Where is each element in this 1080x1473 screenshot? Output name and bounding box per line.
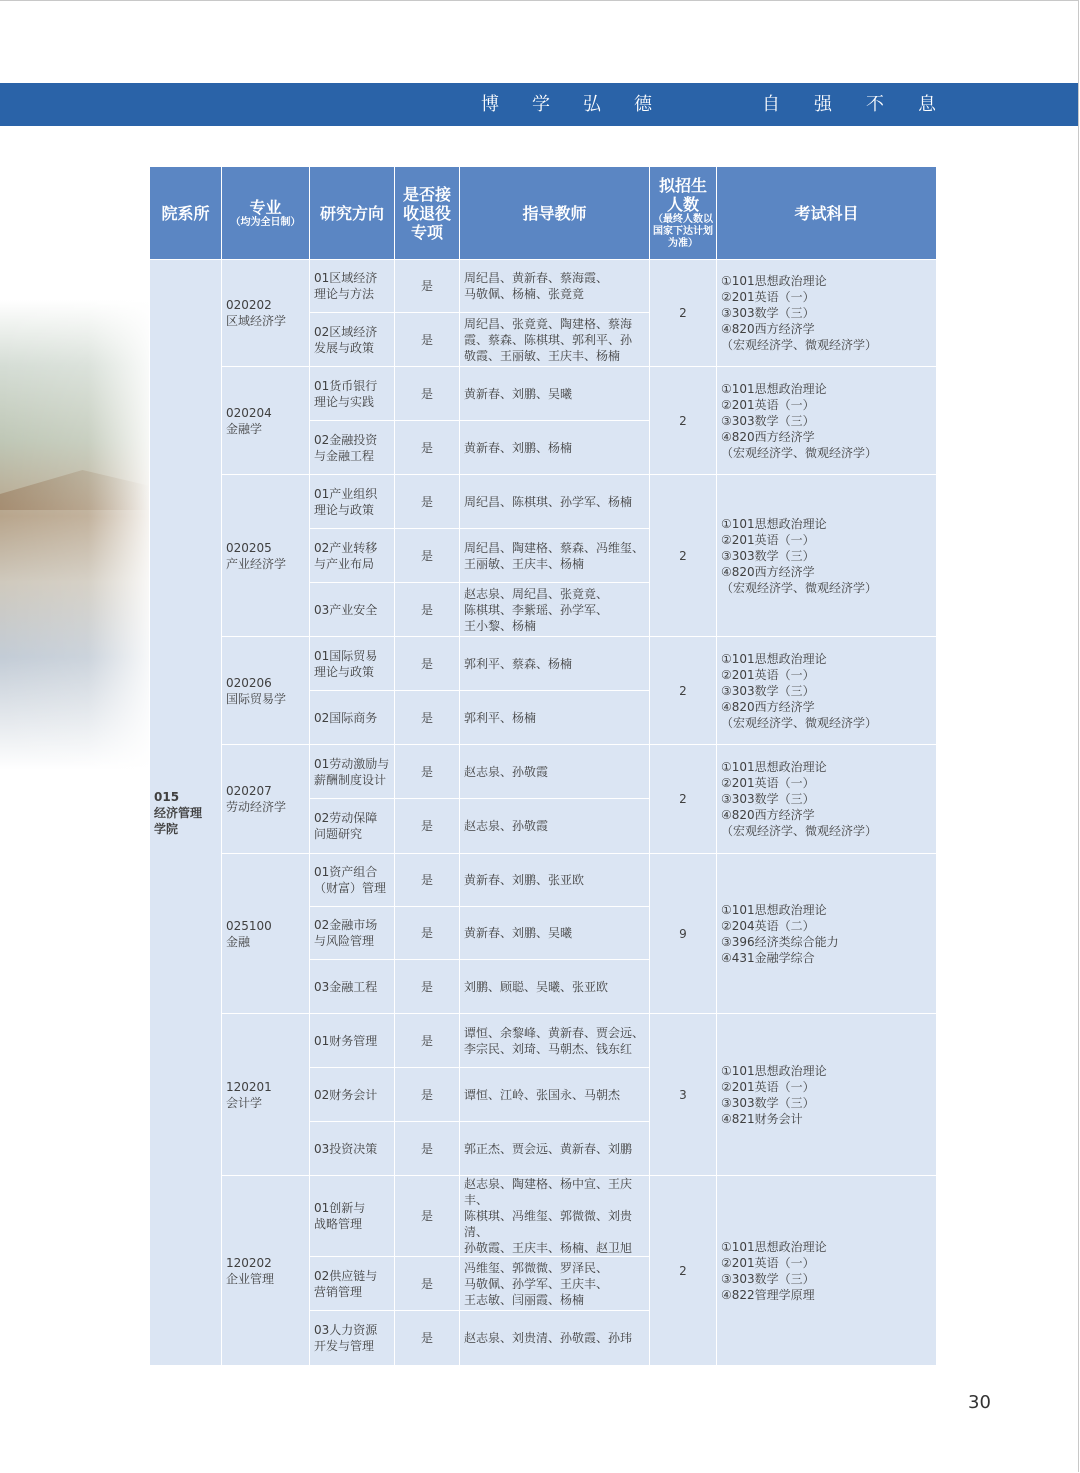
accept-cell: 是 — [395, 313, 460, 367]
accept-cell: 是 — [395, 799, 460, 854]
direction-cell: 01产业组织 理论与政策 — [310, 475, 395, 529]
accept-cell: 是 — [395, 745, 460, 799]
major-code: 020205 — [226, 540, 272, 555]
major-cell — [222, 637, 310, 745]
table-row — [150, 745, 937, 799]
accept-cell: 是 — [395, 529, 460, 583]
header-teachers: 指导教师 — [460, 167, 650, 260]
direction-cell: 02产业转移 与产业布局 — [310, 529, 395, 583]
major-name: 企业管理 — [226, 1271, 275, 1286]
major-cell — [222, 745, 310, 854]
header-exam: 考试科目 — [717, 167, 937, 260]
quota-cell: 2 — [650, 367, 717, 475]
quota-cell: 2 — [650, 260, 717, 367]
direction-cell: 01创新与 战略管理 — [310, 1176, 395, 1257]
direction-cell: 01国际贸易 理论与政策 — [310, 637, 395, 691]
direction-cell: 02财务会计 — [310, 1068, 395, 1122]
accept-cell: 是 — [395, 960, 460, 1014]
quota-cell: 2 — [650, 637, 717, 745]
direction-cell: 02劳动保障 问题研究 — [310, 799, 395, 854]
table-body — [150, 260, 937, 1366]
exam-cell: ①101思想政治理论 ②204英语（二） ③396经济类综合能力 ④431金融学综合 — [717, 854, 937, 1014]
accept-cell: 是 — [395, 1176, 460, 1257]
header-direction: 研究方向 — [310, 167, 395, 260]
header-quota: 拟招生人数 （最终人数以国家下达计划为准） — [650, 167, 717, 260]
direction-cell: 03金融工程 — [310, 960, 395, 1014]
teachers-cell: 黄新春、刘鹏、吴曦 — [460, 367, 650, 421]
teachers-cell: 周纪昌、陈棋琪、孙学军、杨楠 — [460, 475, 650, 529]
motto-left: 博学弘德 — [481, 94, 685, 115]
teachers-cell: 周纪昌、陶建格、蔡森、冯维玺、 王丽敏、王庆丰、杨楠 — [460, 529, 650, 583]
major-cell — [222, 854, 310, 1014]
accept-cell: 是 — [395, 854, 460, 907]
teachers-cell: 冯维玺、郭微微、罗泽民、 马敬佩、孙学军、王庆丰、 王志敏、闫丽霞、杨楠 — [460, 1257, 650, 1311]
teachers-cell: 周纪昌、黄新春、蔡海霞、 马敬佩、杨楠、张竟竟 — [460, 260, 650, 313]
direction-cell: 03投资决策 — [310, 1122, 395, 1176]
teachers-cell: 赵志泉、周纪昌、张竟竟、 陈棋琪、李紫瑶、孙学军、 王小黎、杨楠 — [460, 583, 650, 637]
direction-cell: 02供应链与 营销管理 — [310, 1257, 395, 1311]
major-code: 020204 — [226, 405, 272, 420]
exam-cell: ①101思想政治理论 ②201英语（一） ③303数学（三） ④820西方经济学 （宏观经济学、微观经济学） — [717, 475, 937, 637]
exam-cell: ①101思想政治理论 ②201英语（一） ③303数学（三） ④820西方经济学 （宏观经济学、微观经济学） — [717, 637, 937, 745]
header-retired-soldiers: 是否接收退役专项 — [395, 167, 460, 260]
accept-cell: 是 — [395, 367, 460, 421]
quota-cell: 2 — [650, 1176, 717, 1366]
exam-cell: ①101思想政治理论 ②201英语（一） ③303数学（三） ④820西方经济学 （宏观经济学、微观经济学） — [717, 367, 937, 475]
direction-cell: 02金融市场 与风险管理 — [310, 907, 395, 960]
major-cell — [222, 367, 310, 475]
teachers-cell: 赵志泉、孙敬霞 — [460, 799, 650, 854]
accept-cell: 是 — [395, 907, 460, 960]
quota-cell: 3 — [650, 1014, 717, 1176]
exam-cell: ①101思想政治理论 ②201英语（一） ③303数学（三） ④820西方经济学 （宏观经济学、微观经济学） — [717, 745, 937, 854]
teachers-cell: 郭利平、杨楠 — [460, 691, 650, 745]
major-cell — [222, 260, 310, 367]
quota-cell: 2 — [650, 745, 717, 854]
direction-cell: 01资产组合 （财富）管理 — [310, 854, 395, 907]
teachers-cell: 谭恒、余黎峰、黄新春、贾会远、 李宗民、刘琦、马朝杰、钱东红 — [460, 1014, 650, 1068]
table-row — [150, 1014, 937, 1068]
major-name: 金融学 — [226, 421, 263, 436]
major-name: 金融 — [226, 934, 251, 949]
teachers-cell: 黄新春、刘鹏、杨楠 — [460, 421, 650, 475]
teachers-cell: 谭恒、江岭、张国永、马朝杰 — [460, 1068, 650, 1122]
exam-cell: ①101思想政治理论 ②201英语（一） ③303数学（三） ④820西方经济学 （宏观经济学、微观经济学） — [717, 260, 937, 367]
major-code: 025100 — [226, 918, 272, 933]
motto-right: 自强不息 — [762, 94, 970, 115]
quota-cell: 9 — [650, 854, 717, 1014]
accept-cell: 是 — [395, 421, 460, 475]
direction-cell: 02区域经济 发展与政策 — [310, 313, 395, 367]
teachers-cell: 赵志泉、孙敬霞 — [460, 745, 650, 799]
major-cell — [222, 1176, 310, 1366]
accept-cell: 是 — [395, 260, 460, 313]
school-cell: 015 经济管理 学院 — [150, 260, 222, 1366]
exam-cell: ①101思想政治理论 ②201英语（一） ③303数学（三） ④822管理学原理 — [717, 1176, 937, 1366]
major-code: 020207 — [226, 784, 272, 798]
major-name: 会计学 — [226, 1095, 263, 1110]
quota-cell: 2 — [650, 475, 717, 637]
major-name: 区域经济学 — [226, 314, 287, 328]
major-cell — [222, 1014, 310, 1176]
accept-cell: 是 — [395, 1068, 460, 1122]
accept-cell: 是 — [395, 1311, 460, 1366]
direction-cell: 01货币银行 理论与实践 — [310, 367, 395, 421]
table-header-row — [150, 167, 937, 260]
header-major: 专业 （均为全日制） — [222, 167, 310, 260]
major-code: 020206 — [226, 675, 272, 690]
accept-cell: 是 — [395, 1122, 460, 1176]
major-name: 国际贸易学 — [226, 691, 287, 706]
major-name: 产业经济学 — [226, 556, 287, 571]
page-number: 30 — [968, 1392, 991, 1413]
teachers-cell: 郭利平、蔡森、杨楠 — [460, 637, 650, 691]
exam-cell: ①101思想政治理论 ②201英语（一） ③303数学（三） ④821财务会计 — [717, 1014, 937, 1176]
teachers-cell: 刘鹏、顾聪、吴曦、张亚欧 — [460, 960, 650, 1014]
direction-cell: 01区域经济 理论与方法 — [310, 260, 395, 313]
table-row — [150, 260, 937, 313]
accept-cell: 是 — [395, 1014, 460, 1068]
header-school: 院系所 — [150, 167, 222, 260]
table-row — [150, 367, 937, 421]
direction-cell: 02金融投资 与金融工程 — [310, 421, 395, 475]
accept-cell: 是 — [395, 583, 460, 637]
direction-cell: 03人力资源 开发与管理 — [310, 1311, 395, 1366]
direction-cell: 03产业安全 — [310, 583, 395, 637]
major-code: 020202 — [226, 298, 272, 312]
table-row — [150, 475, 937, 529]
major-code: 120201 — [226, 1079, 272, 1094]
accept-cell: 是 — [395, 475, 460, 529]
teachers-cell: 周纪昌、张竟竟、陶建格、蔡海 霞、蔡森、陈棋琪、郭利平、孙 敬霞、王丽敏、王庆丰、杨楠 — [460, 313, 650, 367]
major-code: 120202 — [226, 1255, 272, 1270]
accept-cell: 是 — [395, 637, 460, 691]
teachers-cell: 赵志泉、陶建格、杨中宣、王庆丰、 陈棋琪、冯维玺、郭微微、刘贵清、 孙敬霞、王庆丰、杨楠、赵卫旭 — [460, 1176, 650, 1257]
admissions-table — [149, 166, 937, 1366]
direction-cell: 01财务管理 — [310, 1014, 395, 1068]
table-row — [150, 854, 937, 907]
table-row — [150, 1176, 937, 1257]
accept-cell: 是 — [395, 691, 460, 745]
background-photo — [0, 300, 160, 770]
teachers-cell: 黄新春、刘鹏、张亚欧 — [460, 854, 650, 907]
teachers-cell: 郭正杰、贾会远、黄新春、刘鹏 — [460, 1122, 650, 1176]
direction-cell: 01劳动激励与 薪酬制度设计 — [310, 745, 395, 799]
major-name: 劳动经济学 — [226, 800, 287, 814]
motto-banner — [0, 83, 1078, 126]
teachers-cell: 赵志泉、刘贵清、孙敬霞、孙玮 — [460, 1311, 650, 1366]
table-row — [150, 637, 937, 691]
teachers-cell: 黄新春、刘鹏、吴曦 — [460, 907, 650, 960]
accept-cell: 是 — [395, 1257, 460, 1311]
major-cell — [222, 475, 310, 637]
direction-cell: 02国际商务 — [310, 691, 395, 745]
